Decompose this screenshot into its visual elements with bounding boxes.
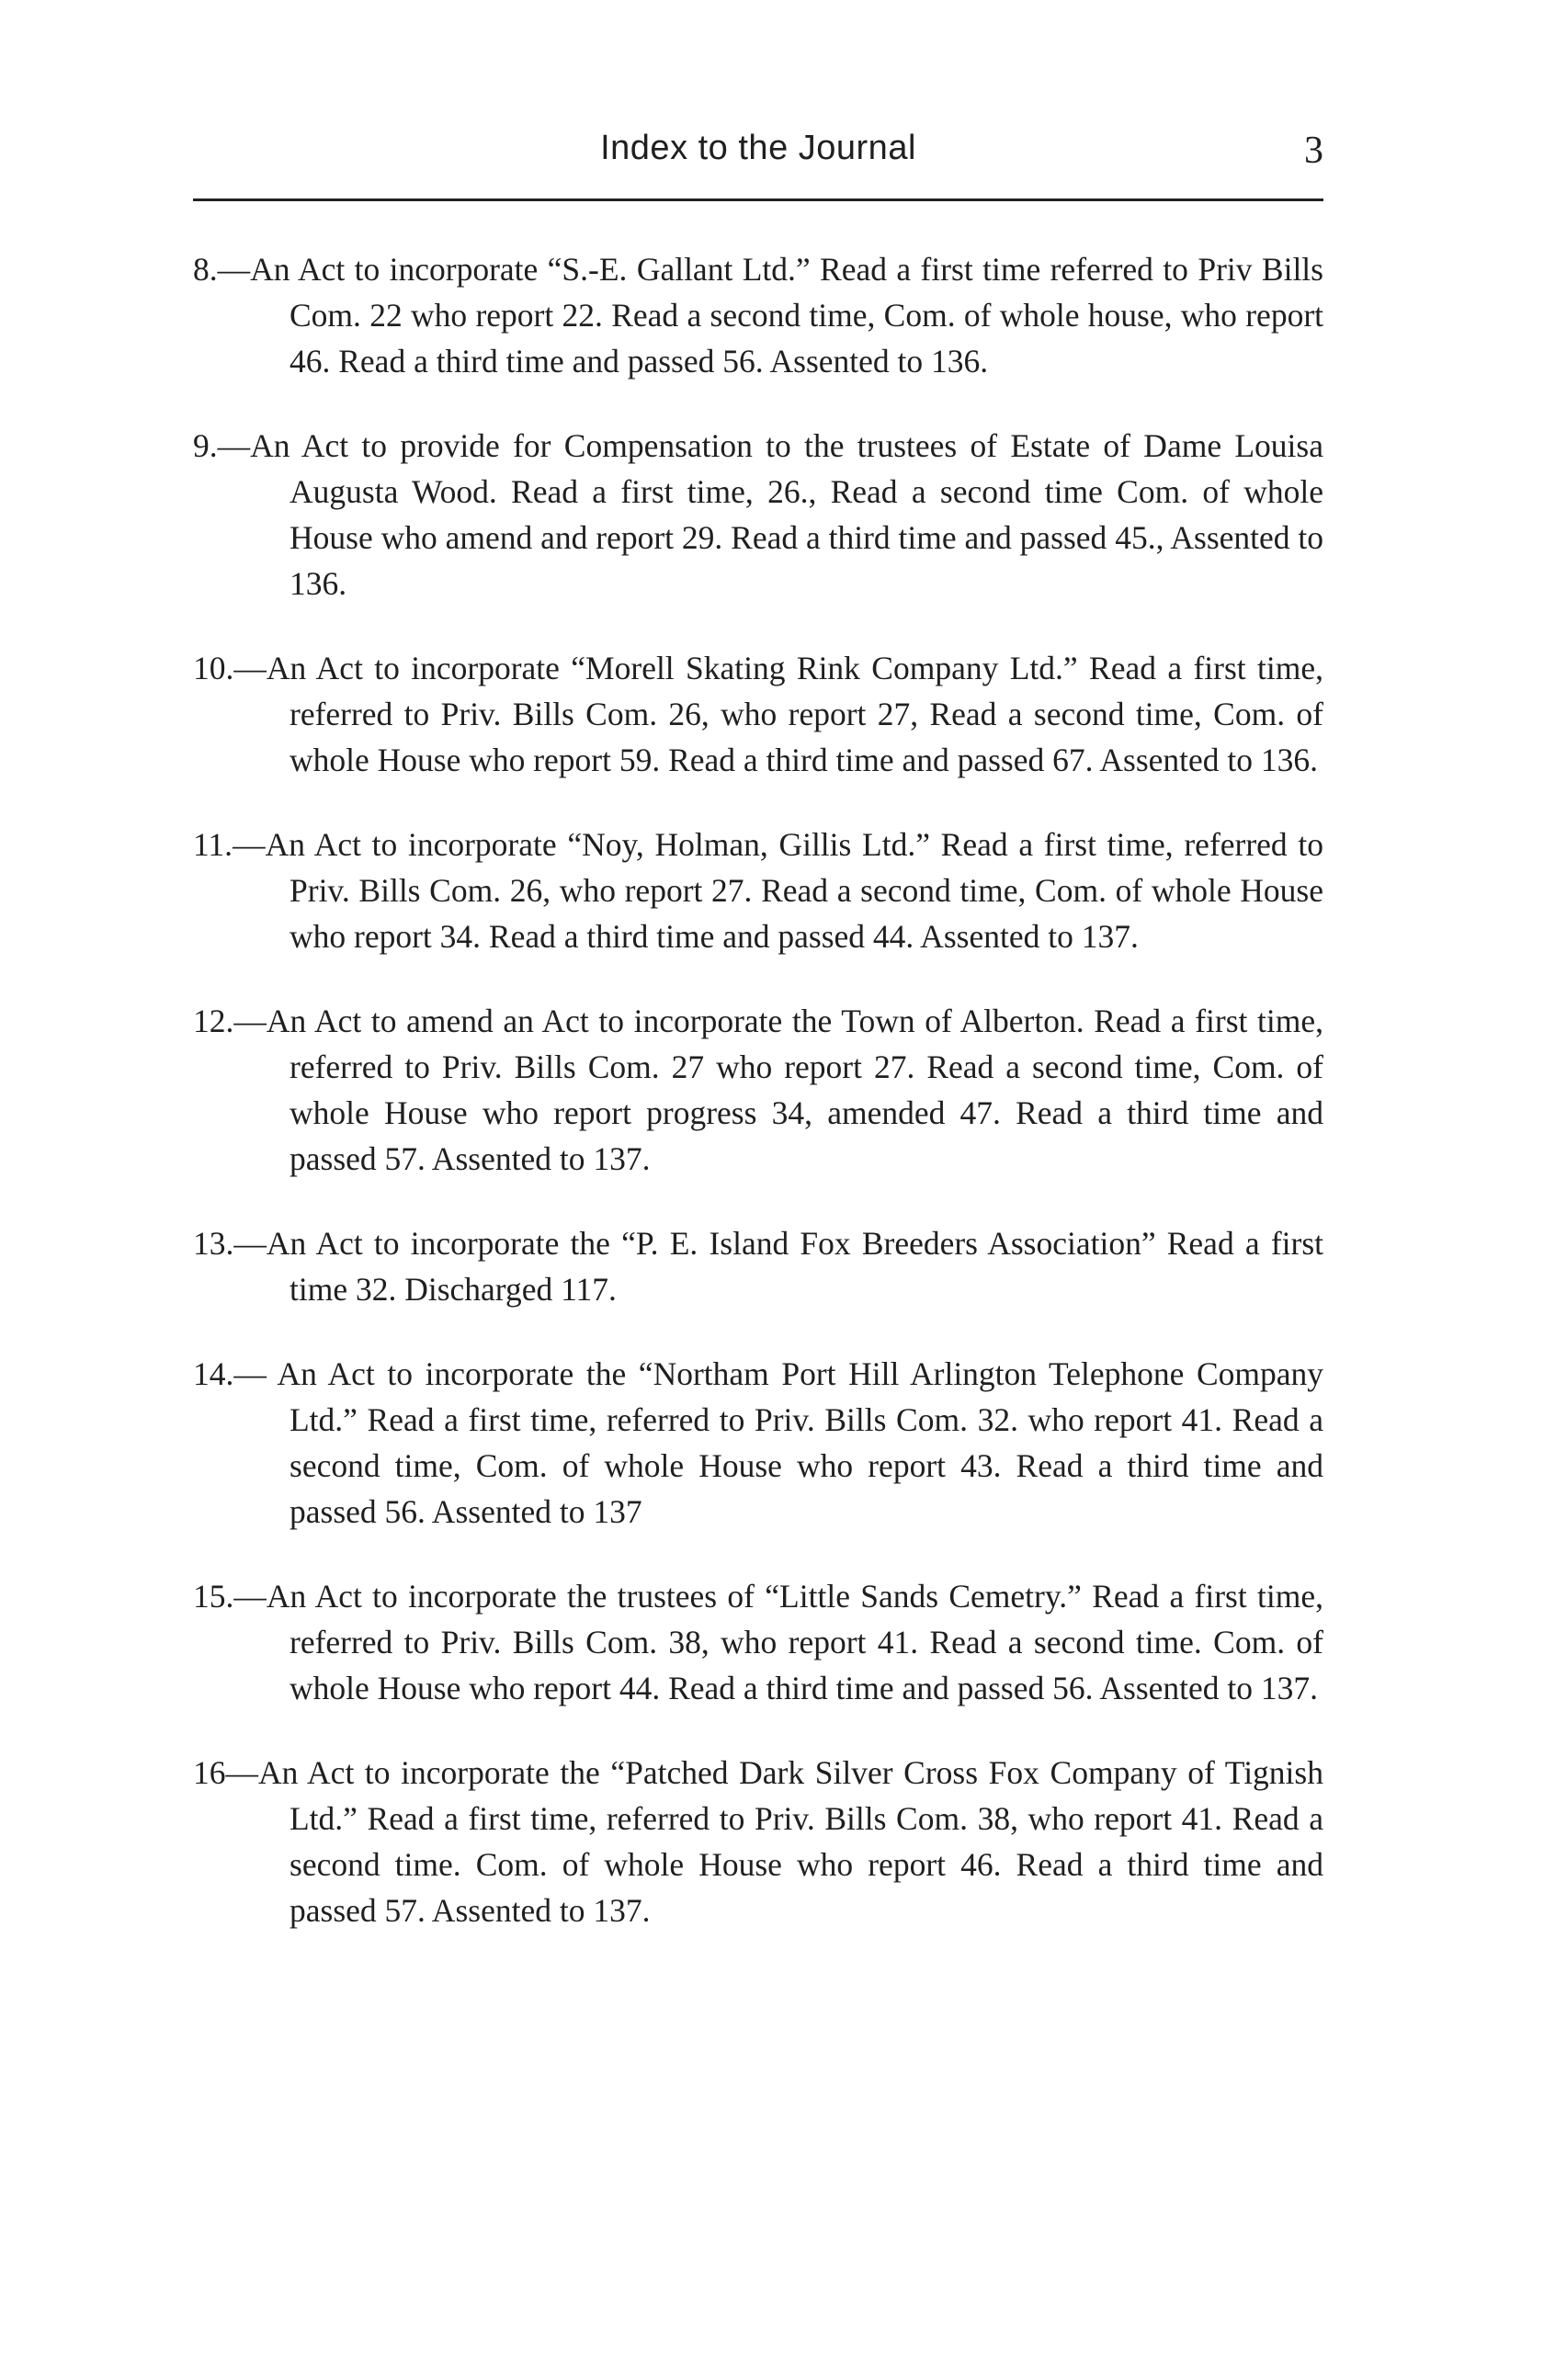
index-entry [193,998,1323,1182]
index-entry [193,1750,1323,1933]
entry-text: —An Act to amend an Act to incorporate the Town of Alberton. Read a first time, referred to Priv. Bills Com. 27 who report 27. Read a second time, Com. of whole House who report progress 34, amended 47. Read a third time and passed 57. Assented to 137. [233,1003,1323,1177]
entry-text: —An Act to incorporate “Noy, Holman, Gillis Ltd.” Read a first time, referred to Priv. Bills Com. 26, who report 27. Read a second time, Com. of whole House who report 34. Read a third time and passed 44. Assented to 137. [233,826,1323,955]
entry-number: 16 [193,1754,226,1791]
index-entry [193,822,1323,959]
entry-text: —An Act to incorporate the “P. E. Island Fox Breeders Association” Read a first time 32. Discharged 117. [233,1225,1323,1308]
header-rule [193,198,1323,201]
page-number: 3 [1304,130,1323,172]
entry-text: —An Act to incorporate “S.-E. Gallant Ltd.” Read a first time referred to Priv Bills Com. 22 who report 22. Read a second time, Com. of whole house, who report 46. Read a third time and passed 56. Assented to 136. [217,251,1323,380]
entry-number: 13. [193,1225,234,1262]
index-entries [193,246,1323,1972]
index-entry [193,1220,1323,1312]
running-title: Index to the Journal [600,129,916,167]
entry-text: —An Act to incorporate the trustees of “Little Sands Cemetry.” Read a first time, referred to Priv. Bills Com. 38, who report 41. Read a second time. Com. of whole House who report 44. Read a third time and passed 56. Assented to 137. [233,1578,1323,1706]
index-entry [193,1573,1323,1711]
entry-text: — An Act to incorporate the “Northam Port Hill Arlington Telephone Company Ltd.” Read a first time, referred to Priv. Bills Com. 32. who report 41. Read a second time, Com. of whole House who report 43. Read a third time and passed 56. Assented to 137 [233,1355,1323,1530]
entry-text: —An Act to provide for Compensation to the trustees of Estate of Dame Louisa Augusta Wood. Read a first time, 26., Read a second time Com. of whole House who amend and report 29. Read a third time and passed 45., Assented to 136. [217,427,1323,602]
entry-number: 10. [193,650,234,686]
entry-text: —An Act to incorporate “Morell Skating Rink Company Ltd.” Read a first time, referred to Priv. Bills Com. 26, who report 27, Read a second time, Com. of whole House who report 59. Read a third time and passed 67. Assented to 136. [233,650,1323,778]
entry-number: 11. [193,826,233,863]
entry-number: 15. [193,1578,234,1615]
index-entry [193,423,1323,606]
entry-number: 8. [193,251,218,288]
index-entry [193,645,1323,783]
index-entry [193,246,1323,384]
entry-number: 12. [193,1003,234,1039]
entry-text: —An Act to incorporate the “Patched Dark Silver Cross Fox Company of Tignish Ltd.” Read a first time, referred to Priv. Bills Com. 38, who report 41. Read a second time. Com. of whole House who report 46. Read a third time and passed 57. Assented to 137. [225,1754,1323,1929]
index-entry [193,1351,1323,1535]
entry-number: 9. [193,427,218,464]
page-header [193,129,1323,193]
entry-number: 14. [193,1355,234,1392]
